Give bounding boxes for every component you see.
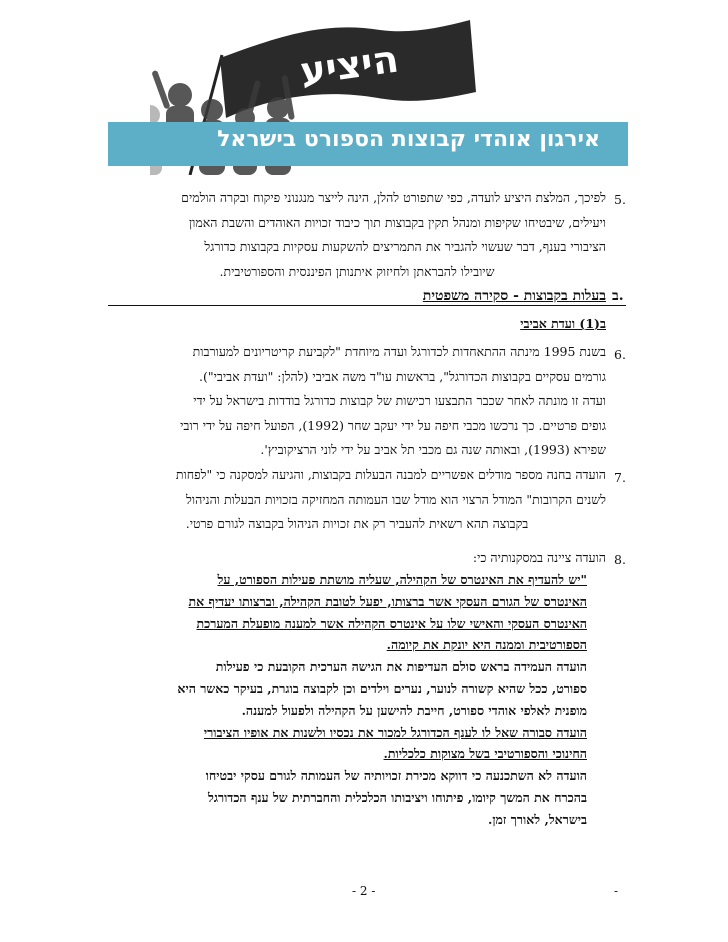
paragraph-7 bbox=[108, 463, 606, 537]
page-number: - 2 - bbox=[352, 884, 376, 898]
quote-line: הועדה סבורה שאל לו לענף הכדורגל למכור את נכסיו ולשנות את אופיו הציבורי bbox=[203, 724, 587, 740]
quote-line: הועדה העמידה בראש סולם העדיפות את הגישה הערכית הקובעת כי פעילות bbox=[215, 659, 587, 675]
text-line: ויעילים, שיבטיחו שקיפות ומנהל תקין בקבוצות תוך כיבוד זכויות האוהדים והשבת האמון bbox=[188, 214, 606, 230]
paragraph-number: 8. bbox=[614, 552, 626, 567]
subsection-title: ב(1) ועדת אביבי bbox=[520, 316, 606, 331]
section-divider bbox=[108, 305, 626, 306]
quote-line: בהכרח את המשך קיומו, פיתוחו ויציבותו הכלכלית והחברתית של ענף הכדורגל bbox=[208, 789, 587, 805]
paragraph-5 bbox=[108, 186, 606, 284]
text-line: גופים פרטיים. כך נרכשו מכבי חיפה על ידי יעקב שחר (1992), הפועל חיפה על ידי רובי bbox=[180, 417, 606, 433]
flag-text: היציע bbox=[297, 36, 402, 94]
quote-line: הספורטיבית וממנה היא יונקת את קיומה. bbox=[386, 637, 587, 653]
text-line: שפירא (1993), ובאותה שנה גם מכבי תל אביב על ידי לוני הרציקוביץ'. bbox=[260, 442, 606, 457]
organization-title: אירגון אוהדי קבוצות הספורט בישראל bbox=[217, 127, 600, 152]
text-line: הועדה ציינה במסקנותיה כי: bbox=[472, 550, 606, 565]
paragraph-6 bbox=[108, 340, 606, 463]
paragraph-8-intro bbox=[108, 546, 606, 571]
quote-line: בישראל, לאורך זמן. bbox=[487, 811, 587, 827]
text-line: הועדה בחנה מספר מודלים אפשריים למבנה הבעלות בקבוצות, והגיעה למסקנה כי "לפחות bbox=[175, 467, 606, 482]
quote-line: ספורט, ככל שהיא קשורה לנוער, נערים וילדים וכן לקבוצה בוגרת, בעיקר כאשר היא bbox=[177, 680, 587, 696]
quote-line: "יש להעדיף את האינטרס של הקהילה, שעליה מושתת פעילות הספורט, על bbox=[217, 572, 587, 587]
quote-line: מופנית לאלפי אוהדי ספורט, חייבת להישען על הקהילה ולפעול למענה. bbox=[241, 702, 587, 718]
paragraph-number: 5. bbox=[614, 192, 626, 207]
quote-line: הועדה לא השתכנעה כי דווקא מכירת זכויותיה של העמותה לגורם עסקי יבטיחו bbox=[205, 768, 587, 784]
section-title: בעלות בקבוצות - סקירה משפטית bbox=[422, 288, 606, 304]
section-letter: ב. bbox=[612, 288, 624, 304]
paragraph-number: 7. bbox=[614, 470, 626, 485]
paragraph-number: 6. bbox=[614, 347, 626, 362]
quote-line: האינטרס של הגורם העסקי אשר ברצותו, יפעל לטובת הקהילה, וברצותו יעדיף את bbox=[188, 593, 587, 609]
text-line: ועדה זו מונתה לאחר שכבר התבצעו רכישות של קבוצות כדורגל בודדות בישראל על ידי bbox=[193, 393, 606, 408]
text-line: לשנים הקרובות" המודל הרצוי הוא מודל שבו העמותה המחזיקה בזכויות הבעלות והניהול bbox=[186, 491, 606, 507]
text-line: בשנת 1995 מינתה ההתאחדות לכדורגל ועדה מיוחדת "לקביעת קריטריונים למעורבות bbox=[192, 344, 606, 359]
footer-dash: - bbox=[614, 884, 619, 898]
text-line: גורמים עסקיים בקבוצות הכדורגל", בראשות עו"ד משה אביבי (להלן: "ועדת אביבי"). bbox=[198, 368, 606, 384]
quote-line: האינטרס העסקי והאישי שלו על אינטרס הקהילה אשר למענה מופעלת המערכת bbox=[196, 615, 587, 631]
text-line: בקבוצה תהא רשאית להעביר רק את זכויות הניהול בקבוצה לגורם פרטי. bbox=[185, 516, 529, 531]
text-line: הציבורי בענף, דבר שעשוי להגביר את התמריצים להשקעות עסקיות בקבוצות כדורגל bbox=[204, 239, 606, 254]
quote-line: החינוכי והספורטיבי בשל מצוקות כלכליות. bbox=[383, 746, 587, 762]
quote-block bbox=[125, 569, 587, 831]
text-line: לפיכך, המלצת היציע לועדה, כפי שתפורט להלן, הינה לייצר מנגנוני פיקוח ובקרה הולמים bbox=[181, 190, 606, 205]
text-line: שיובילו להבראתן ולחיזוק איתנותן הפיננסית והספורטיבית. bbox=[219, 263, 495, 279]
